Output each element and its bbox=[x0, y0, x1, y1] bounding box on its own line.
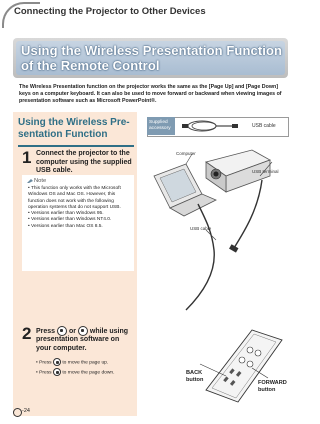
back-key-icon bbox=[57, 326, 67, 336]
step-2-press: Press bbox=[36, 327, 56, 335]
note-text bbox=[28, 186, 132, 230]
forward-key-small-icon bbox=[53, 368, 61, 376]
step-2-or: or bbox=[68, 327, 76, 335]
intro-paragraph: The Wireless Presentation function on the projector works the same as the [Page Up] and [Page Down] keys on a computer keyboard. It can also be used to move forward or backward when viewing images of presentation software such as Microsoft PowerPoint®. bbox=[19, 84, 282, 105]
banner-title: Using the Wireless Presentation Function of the Remote Control bbox=[21, 43, 283, 73]
step-1-text: Connect the projector to the computer using the supplied USB cable. bbox=[36, 150, 132, 174]
note-item-text: Versions earlier than Mac OS 8.5. bbox=[31, 223, 103, 229]
page-number-icon bbox=[13, 408, 22, 417]
forward-button-label: FORWARD button bbox=[258, 380, 287, 393]
note-item: • Versions earlier than Mac OS 8.5. bbox=[28, 223, 103, 229]
back-button-label: BACK button bbox=[186, 370, 204, 383]
step-2-bullet-1: • Press to move the page up. bbox=[36, 358, 134, 367]
step-2-rest: while using presentation software on your computer. bbox=[36, 327, 129, 352]
step-1-number: 1 bbox=[22, 148, 32, 167]
section-rule bbox=[18, 145, 134, 147]
step-2-number: 2 bbox=[22, 324, 32, 343]
note-icon bbox=[26, 176, 34, 184]
note-item: • This function only works with the Microsoft Windows OS and Mac OS. However, this function does not work with the following operation systems that do not support USB. bbox=[28, 186, 121, 210]
page-number: -24 bbox=[22, 408, 30, 414]
forward-key-icon bbox=[78, 326, 88, 336]
remote-control-illustration bbox=[186, 326, 290, 406]
title-banner bbox=[13, 38, 288, 78]
usb-cable-small-label: USB cable bbox=[190, 226, 212, 231]
note-item-text: This function only works with the Microsoft Windows OS and Mac OS. However, this function does not work with the following operation systems that do not support USB. bbox=[28, 186, 121, 210]
note-item-text: Versions earlier than Windows 95. bbox=[31, 211, 104, 217]
note-heading: Note bbox=[34, 178, 47, 184]
bullet-1-press: Press bbox=[39, 360, 52, 366]
bullet-2-text: to move the page down. bbox=[62, 370, 115, 376]
computer-label: Computer bbox=[176, 151, 196, 156]
note-item: • Versions earlier than Windows NT4.0. bbox=[28, 217, 112, 223]
bullet-1-text: to move the page up. bbox=[62, 360, 109, 366]
usb-cable-coil-icon bbox=[180, 118, 240, 134]
back-key-small-icon bbox=[53, 358, 61, 366]
bullet-2-press: Press bbox=[39, 370, 52, 376]
note-item: • Versions earlier than Windows 95. bbox=[28, 211, 104, 217]
connection-illustration bbox=[146, 140, 288, 320]
note-item-text: Versions earlier than Windows NT4.0. bbox=[31, 217, 112, 223]
section-title: Using the Wireless Pre-sentation Function bbox=[18, 117, 130, 140]
step-2-text bbox=[36, 326, 134, 353]
usb-terminal-label: USB terminal bbox=[252, 169, 279, 174]
step-2-bullet-2: • Press to move the page down. bbox=[36, 368, 134, 377]
usb-cable-label: USB cable bbox=[252, 123, 276, 129]
supplied-accessory-label: Supplied accessory bbox=[147, 117, 175, 135]
page-header-title: Connecting the Projector to Other Devices bbox=[14, 6, 206, 17]
